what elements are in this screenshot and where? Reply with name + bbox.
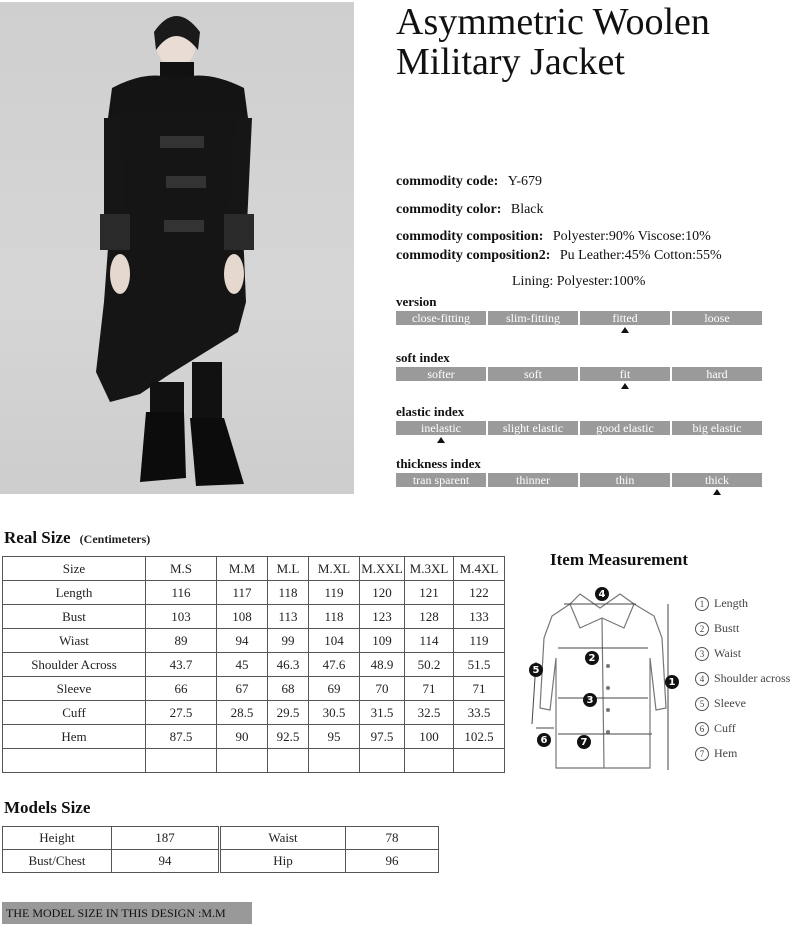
legend-item (695, 621, 739, 636)
models-row (3, 850, 219, 873)
index-option: fit (580, 367, 672, 381)
real-size-title: Real Size (4, 528, 71, 547)
selected-indicator-icon (713, 489, 721, 495)
size-cell: 99 (268, 629, 309, 653)
index-option: thin (580, 473, 672, 487)
commodity-code (396, 174, 542, 190)
size-cell: 90 (217, 725, 268, 749)
legend-number: 4 (695, 672, 709, 686)
size-cell (146, 749, 217, 773)
size-cell: Wiast (3, 629, 146, 653)
commodity-composition2-value: Pu Leather:45% Cotton:55% (559, 248, 722, 263)
commodity-color-label: commodity color: (396, 202, 502, 217)
commodity-composition2-label: commodity composition2: (396, 248, 551, 263)
index-option: softer (396, 367, 488, 381)
size-cell (309, 749, 360, 773)
index-label: elastic index (396, 404, 465, 419)
legend-label: Bustt (714, 621, 740, 635)
index-option: loose (672, 311, 764, 325)
models-row (221, 850, 439, 873)
models-row (3, 827, 219, 850)
size-cell: 95 (309, 725, 360, 749)
size-cell: 48.9 (360, 653, 405, 677)
legend-label: Hem (714, 746, 738, 760)
marker-1-label: 1 (668, 677, 676, 688)
models-cell: 94 (112, 850, 219, 873)
size-cell: 113 (268, 605, 309, 629)
size-cell: 121 (405, 581, 454, 605)
commodity-color-value: Black (510, 202, 544, 217)
selected-indicator-icon (437, 437, 445, 443)
size-header-cell: M.S (146, 557, 217, 581)
index-option: slight elastic (488, 421, 580, 435)
size-cell: 47.6 (309, 653, 360, 677)
size-cell: 133 (454, 605, 505, 629)
legend-label: Cuff (714, 721, 736, 735)
size-cell: 102.5 (454, 725, 505, 749)
index-option: tran sparent (396, 473, 488, 487)
index-option: good elastic (580, 421, 672, 435)
real-size-heading (4, 528, 150, 548)
size-row (3, 725, 505, 749)
size-header-cell: M.3XL (405, 557, 454, 581)
commodity-composition2 (396, 248, 722, 264)
size-cell: 87.5 (146, 725, 217, 749)
lining: Lining: Polyester:100% (512, 274, 646, 289)
legend-label: Length (714, 596, 748, 610)
size-cell: 100 (405, 725, 454, 749)
size-cell: 118 (309, 605, 360, 629)
size-cell: 71 (405, 677, 454, 701)
size-cell: 94 (217, 629, 268, 653)
index-label: version (396, 294, 437, 309)
size-row (3, 653, 505, 677)
title-line-1: Asymmetric Woolen (396, 1, 710, 43)
size-cell: 45 (217, 653, 268, 677)
models-cell: Waist (221, 827, 346, 850)
legend-item (695, 746, 737, 761)
legend-item (695, 671, 790, 686)
index-option: inelastic (396, 421, 488, 435)
commodity-composition-value: Polyester:90% Viscose:10% (552, 229, 711, 244)
coat-diagram (522, 578, 692, 778)
size-cell (454, 749, 505, 773)
size-cell: Hem (3, 725, 146, 749)
size-cell (217, 749, 268, 773)
size-cell: 97.5 (360, 725, 405, 749)
models-size-title: Models Size (4, 798, 91, 817)
size-header-cell: M.L (268, 557, 309, 581)
size-header-cell: M.XL (309, 557, 360, 581)
size-cell: 71 (454, 677, 505, 701)
size-cell: 109 (360, 629, 405, 653)
size-row (3, 605, 505, 629)
size-cell: 70 (360, 677, 405, 701)
models-row (221, 827, 439, 850)
legend-item (695, 646, 741, 661)
size-cell: 103 (146, 605, 217, 629)
models-size-right (220, 826, 439, 873)
item-measurement-title: Item Measurement (550, 550, 689, 569)
size-cell: 128 (405, 605, 454, 629)
title-line-2: Military Jacket (396, 41, 625, 83)
size-cell: 27.5 (146, 701, 217, 725)
selected-indicator-icon (621, 327, 629, 333)
size-row (3, 677, 505, 701)
models-cell: Height (3, 827, 112, 850)
size-cell: 123 (360, 605, 405, 629)
size-cell: Cuff (3, 701, 146, 725)
commodity-color (396, 202, 544, 218)
size-cell: 120 (360, 581, 405, 605)
index-label: thickness index (396, 456, 481, 471)
size-cell: Sleeve (3, 677, 146, 701)
size-cell: 43.7 (146, 653, 217, 677)
size-cell: 108 (217, 605, 268, 629)
legend-number: 3 (695, 647, 709, 661)
size-cell: 51.5 (454, 653, 505, 677)
size-cell: Length (3, 581, 146, 605)
legend-label: Sleeve (714, 696, 746, 710)
size-cell (3, 749, 146, 773)
index-option: thick (672, 473, 764, 487)
models-cell: 78 (346, 827, 439, 850)
size-cell: 69 (309, 677, 360, 701)
size-cell: 30.5 (309, 701, 360, 725)
marker-3-label: 3 (586, 695, 594, 706)
size-cell (268, 749, 309, 773)
size-cell (405, 749, 454, 773)
size-cell: 116 (146, 581, 217, 605)
index-option: close-fitting (396, 311, 488, 325)
size-table (2, 556, 505, 773)
size-row (3, 749, 505, 773)
size-cell: 33.5 (454, 701, 505, 725)
index-option: slim-fitting (488, 311, 580, 325)
size-cell: 118 (268, 581, 309, 605)
selected-indicator-icon (621, 383, 629, 389)
index-option: soft (488, 367, 580, 381)
size-cell: 31.5 (360, 701, 405, 725)
real-size-unit: (Centimeters) (79, 532, 151, 546)
product-title (396, 2, 710, 82)
size-header-cell: Size (3, 557, 146, 581)
footer-model-size: THE MODEL SIZE IN THIS DESIGN :M.M (2, 902, 252, 924)
legend-item (695, 596, 748, 611)
legend-number: 5 (695, 697, 709, 711)
index-option: big elastic (672, 421, 764, 435)
size-header-cell: M.4XL (454, 557, 505, 581)
size-row (3, 629, 505, 653)
commodity-code-value: Y-679 (507, 174, 542, 189)
index-option: thinner (488, 473, 580, 487)
index-option: hard (672, 367, 764, 381)
legend-number: 7 (695, 747, 709, 761)
marker-4-label: 4 (598, 589, 606, 600)
legend-number: 2 (695, 622, 709, 636)
size-cell: 89 (146, 629, 217, 653)
commodity-composition-label: commodity composition: (396, 229, 544, 244)
legend-item (695, 696, 746, 711)
index-label: soft index (396, 350, 450, 365)
legend-label: Waist (714, 646, 742, 660)
legend-item (695, 721, 736, 736)
legend-label: Shoulder across (714, 671, 791, 685)
commodity-composition (396, 229, 711, 245)
size-cell: 117 (217, 581, 268, 605)
legend-number: 1 (695, 597, 709, 611)
size-cell: 50.2 (405, 653, 454, 677)
size-header-row (3, 557, 505, 581)
models-size-left (2, 826, 219, 873)
marker-5-label: 5 (532, 665, 540, 676)
models-cell: Hip (221, 850, 346, 873)
model-figure (0, 2, 354, 494)
commodity-code-label: commodity code: (396, 174, 499, 189)
size-cell: 28.5 (217, 701, 268, 725)
product-photo (0, 2, 354, 494)
marker-7-label: 7 (580, 737, 588, 748)
models-cell: 96 (346, 850, 439, 873)
size-cell: 46.3 (268, 653, 309, 677)
size-cell: 119 (309, 581, 360, 605)
size-cell: 92.5 (268, 725, 309, 749)
size-cell: 67 (217, 677, 268, 701)
marker-6-label: 6 (540, 735, 548, 746)
legend-number: 6 (695, 722, 709, 736)
size-cell: 114 (405, 629, 454, 653)
size-cell (360, 749, 405, 773)
size-cell: Shoulder Across (3, 653, 146, 677)
size-row (3, 701, 505, 725)
size-cell: Bust (3, 605, 146, 629)
size-cell: 66 (146, 677, 217, 701)
size-cell: 119 (454, 629, 505, 653)
size-cell: 68 (268, 677, 309, 701)
models-cell: 187 (112, 827, 219, 850)
index-option: fitted (580, 311, 672, 325)
size-cell: 32.5 (405, 701, 454, 725)
size-cell: 122 (454, 581, 505, 605)
size-cell: 104 (309, 629, 360, 653)
size-header-cell: M.M (217, 557, 268, 581)
size-cell: 29.5 (268, 701, 309, 725)
marker-2-label: 2 (588, 653, 596, 664)
size-header-cell: M.XXL (360, 557, 405, 581)
models-cell: Bust/Chest (3, 850, 112, 873)
size-row (3, 581, 505, 605)
